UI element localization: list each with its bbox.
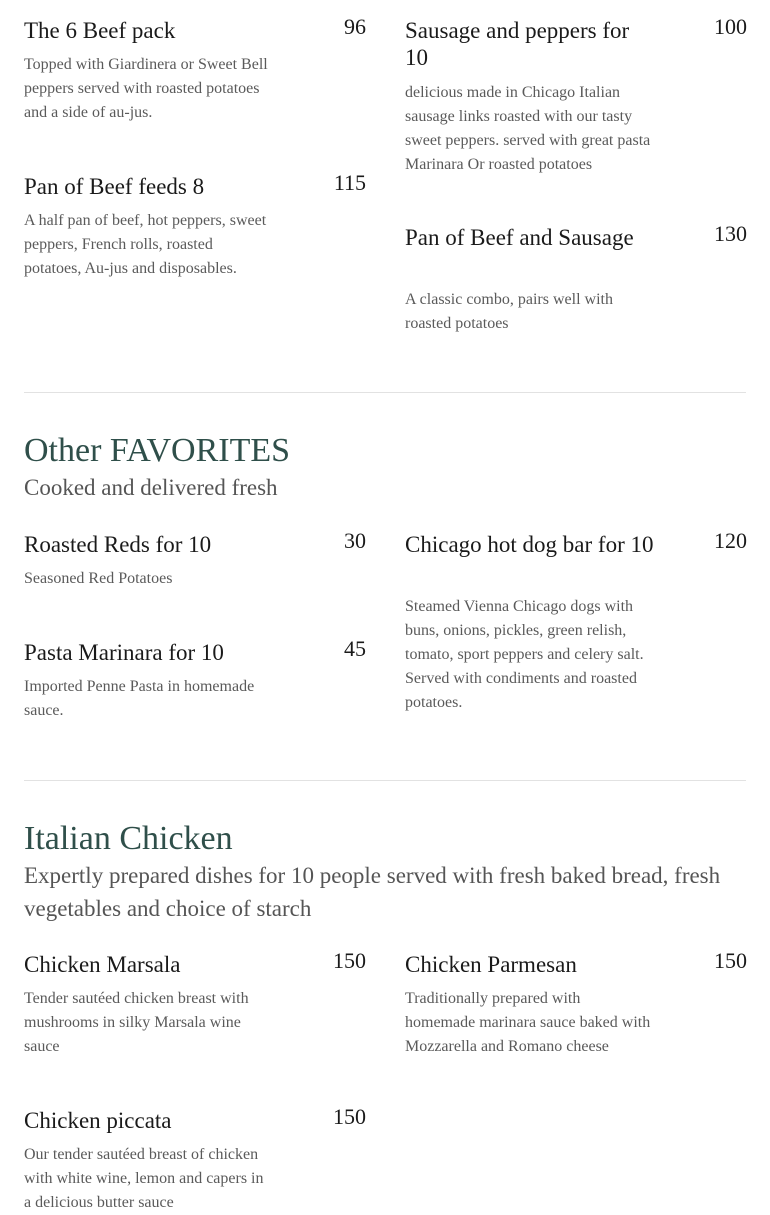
item-name: Chicken Parmesan [405,952,577,977]
item-description: A half pan of beef, hot peppers, sweet peppers, French rolls, roasted potatoes, Au-jus and disposables. [24,212,267,277]
section-divider [24,392,746,393]
item-description: Steamed Vienna Chicago dogs with buns, onions, pickles, green relish, tomato, sport peppers and celery salt. Served with condiments and roasted potatoes. [405,598,644,711]
item-price: 30 [344,528,366,553]
item-name: Chicken Marsala [24,952,181,977]
section-divider [24,780,746,781]
item-description: Imported Penne Pasta in homemade sauce. [24,678,255,719]
item-price: 150 [714,948,747,973]
item-description: A classic combo, pairs well with roasted potatoes [405,291,613,332]
item-name: Chicken piccata [24,1108,172,1133]
item-name: The 6 Beef pack [24,18,176,43]
section-header [24,819,746,925]
item-price: 96 [344,14,366,39]
item-name: Chicago hot dog bar for 10 [405,532,654,557]
item-description: Topped with Giardinera or Sweet Bell peppers served with roasted potatoes and a side of au-jus. [24,56,268,121]
item-price: 150 [333,1104,366,1129]
item-price: 130 [714,221,747,246]
item-description: Seasoned Red Potatoes [24,570,173,587]
section-subtitle: Cooked and delivered fresh [24,475,278,500]
item-price: 120 [714,528,747,553]
item-name: Pan of Beef feeds 8 [24,174,205,199]
section-subtitle: Expertly prepared dishes for 10 people served with fresh baked bread, fresh vegetables and choice of starch [24,863,721,921]
item-price: 150 [333,948,366,973]
item-name: Sausage and peppers for 10 [405,18,630,70]
section-title: Italian Chicken [24,820,233,857]
item-name: Pan of Beef and Sausage [405,225,634,250]
item-description: Traditionally prepared with homemade marinara sauce baked with Mozzarella and Romano cheese [405,990,651,1055]
item-description: Tender sautéed chicken breast with mushrooms in silky Marsala wine sauce [24,990,249,1055]
item-price: 100 [714,14,747,39]
item-name: Roasted Reds for 10 [24,532,212,557]
item-price: 115 [333,170,366,195]
item-description: delicious made in Chicago Italian sausage links roasted with our tasty sweet peppers. served with great pasta Marinara Or roasted potatoes [405,84,651,173]
section-title: Other FAVORITES [24,432,291,469]
section-header [24,431,746,504]
item-price: 45 [344,636,366,661]
item-name: Pasta Marinara for 10 [24,640,224,665]
item-description: Our tender sautéed breast of chicken with white wine, lemon and capers in a delicious butter sauce [24,1146,264,1211]
